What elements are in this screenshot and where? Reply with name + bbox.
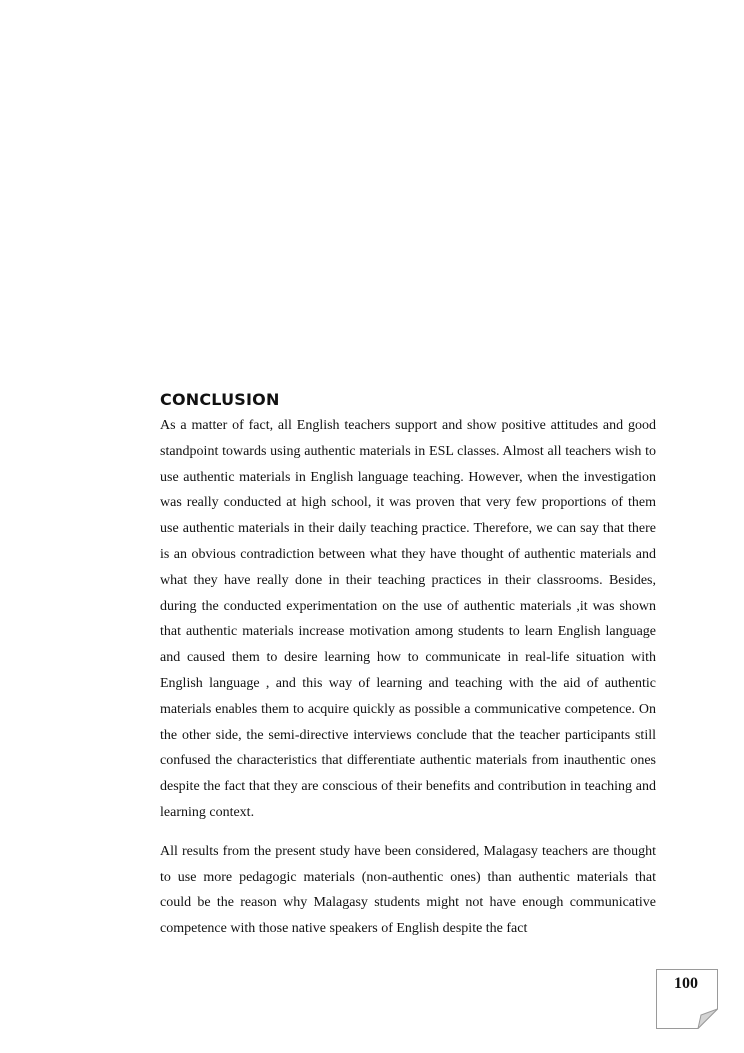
paragraph-1: As a matter of fact, all English teachers support and show positive attitudes and good standpoint towards using authentic materials in ESL classes. Almost all teachers wish to use authentic materials in English language teaching. However, when the investigation was really conducted at high school, it was proven that very few proportions of them use authentic materials in their daily teaching practice. Therefore, we can say that there is an obvious contradiction between what they have thought of authentic materials and what they have really done in their teaching practices in their classrooms. Besides, during the conducted experimentation on the use of authentic materials ,it was shown that authentic materials increase motivation among students to learn English language and caused them to desire learning how to communicate in real-life situation with English language , and this way of learning and teaching with the aid of authentic materials enables them to acquire quickly as possible a communicative competence. On the other side, the semi-directive interviews conclude that the teacher participants still confused the characteristics that differentiate authentic materials from inauthentic ones despite the fact that they are conscious of their benefits and contribution in teaching and learning context. (160, 418, 656, 820)
page-number-box (656, 969, 718, 1029)
paragraph-2: All results from the present study have been considered, Malagasy teachers are thought to use more pedagogic materials (non-authentic ones) than authentic materials that could be the reason why Malagasy students might not have enough communicative competence with those native speakers of English despite the fact (160, 843, 656, 937)
document-body (160, 389, 656, 942)
section-heading: CONCLUSION (160, 390, 280, 409)
page-number: 100 (674, 975, 698, 992)
